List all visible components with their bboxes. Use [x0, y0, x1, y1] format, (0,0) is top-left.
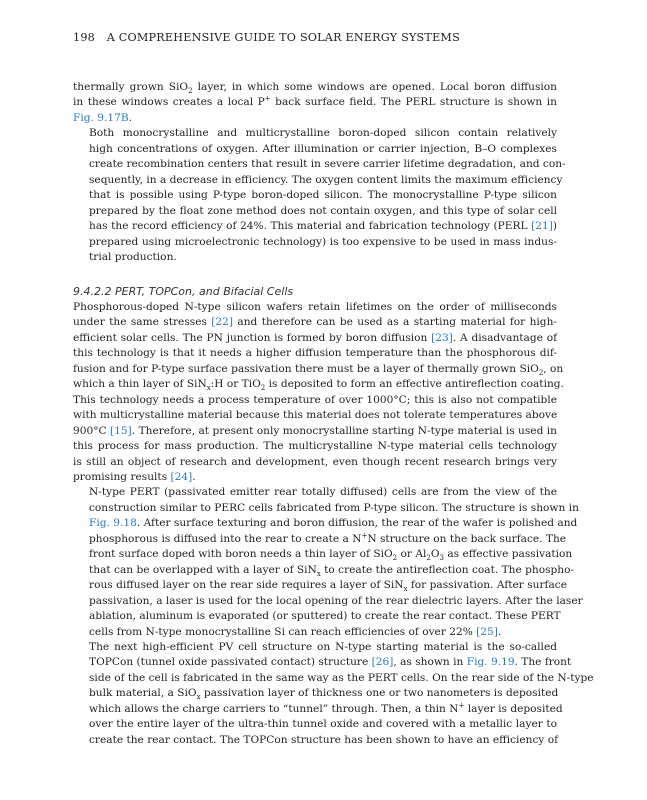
paragraph: thermally grown SiO$_2$ layer, in which some windows are opened. Local boron diffusion in these windows creates a local P+ back surface field. The PERL structure is shown in Fig. 9.17B.: [73, 81, 557, 124]
reference-link[interactable]: [15]: [110, 424, 132, 437]
figure-link[interactable]: Fig. 9.17B: [73, 111, 129, 124]
figure-link[interactable]: Fig. 9.18: [89, 517, 137, 530]
paragraph: Phosphorous-doped N-type silicon wafers retain lifetimes on the order of milliseconds under the same stresses [22] and therefore can be used as a starting material for high- efficient solar cells. The PN junction is formed by boron diffusion [23]. A disadvantage of this technology is that it needs a higher diffusion temperature than the phosphorous dif- fusion and for P-type surface passivation there must be a layer of thermally grown SiO$_2$, on which a thin layer of SiN$_x$:H or TiO$_2$ is deposited to form an effective antireflection coating. This technology needs a process temperature of over 1000°C; this is also not compatible with multicrystalline material because this material does not tolerate temperatures above 900°C [15]. Therefore, at present only monocrystalline starting N-type material is used in this process for mass production. The multicrystalline N-type material cells technology is still an object of research and development, even though recent research brings very promising results [24].: [73, 301, 564, 483]
running-header: [73, 31, 460, 44]
section-number: 9.4.2.2: [73, 285, 112, 298]
reference-link[interactable]: [21]: [531, 220, 553, 233]
reference-link[interactable]: [23]: [431, 331, 453, 344]
reference-link[interactable]: [26]: [371, 656, 394, 669]
text-block-2: [73, 300, 594, 748]
section-heading: [73, 285, 293, 298]
paragraph: N-type PERT (passivated emitter rear totally diffused) cells are from the view of the construction similar to PERC cells fabricated from P-type silicon. The structure is shown in Fig. 9.18. After surface texturing and boron diffusion, the rear of the wafer is polished and phosphorous is diffused into the rear to create a N+N structure on the back surface. The front surface doped with boron needs a thin layer of SiO$_2$ or $Al_2O_3$ as effective passivation that can be overlapped with a layer of SiN$_x$ to create the antireflection coat. The phospho- rous diffused layer on the rear side requires a layer of SiN$_x$ for passivation. After surface passivation, a laser is used for the local opening of the rear dielectric layers. After the laser ablation, aluminum is evaporated (or sputtered) to create the rear contact. These PERT cells from N-type monocrystalline Si can reach efficiencies of over 22% [25].: [89, 486, 583, 638]
section-title: PERT, TOPCon, and Bifacial Cells: [114, 285, 294, 298]
page-number: 198: [73, 31, 95, 44]
reference-link[interactable]: [22]: [211, 316, 234, 329]
paragraph: The next high-efficient PV cell structure on N-type starting material is the so-called TOPCon (tunnel oxide passivated contact) structure [26], as shown in Fig. 9.19. The front side of the cell is fabricated in the same way as the PERT cells. On the rear side of the N-type bulk material, a SiO$_x$ passivation layer of thickness one or two nanometers is deposited which allows the charge carriers to “tunnel” through. Then, a thin N+ layer is deposited over the entire layer of the ultra-thin tunnel oxide and covered with a metallic layer to create the rear contact. The TOPCon structure has been shown to have an efficiency of: [89, 640, 594, 746]
reference-link[interactable]: [24]: [170, 470, 193, 483]
running-title: A COMPREHENSIVE GUIDE TO SOLAR ENERGY SYSTEMS: [106, 31, 460, 44]
figure-link[interactable]: Fig. 9.19: [466, 656, 515, 669]
text-block-1: [73, 80, 566, 265]
paragraph: Both monocrystalline and multicrystalline boron-doped silicon contain relatively high concentrations of oxygen. After illumination or carrier injection, B–O complexes create recombination centers that result in severe carrier lifetime degradation, and con- sequently, in a decrease in efficiency. The oxygen content limits the maximum efficiency that is possible using P-type boron-doped silicon. The monocrystalline P-type silicon prepared by the float zone method does not contain oxygen, and this type of solar cell has the record efficiency of 24%. This material and fabrication technology (PERL [21]) prepared using microelectronic technology) is too expensive to be used in mass indus- trial production.: [89, 127, 566, 263]
reference-link[interactable]: [25]: [476, 625, 498, 638]
